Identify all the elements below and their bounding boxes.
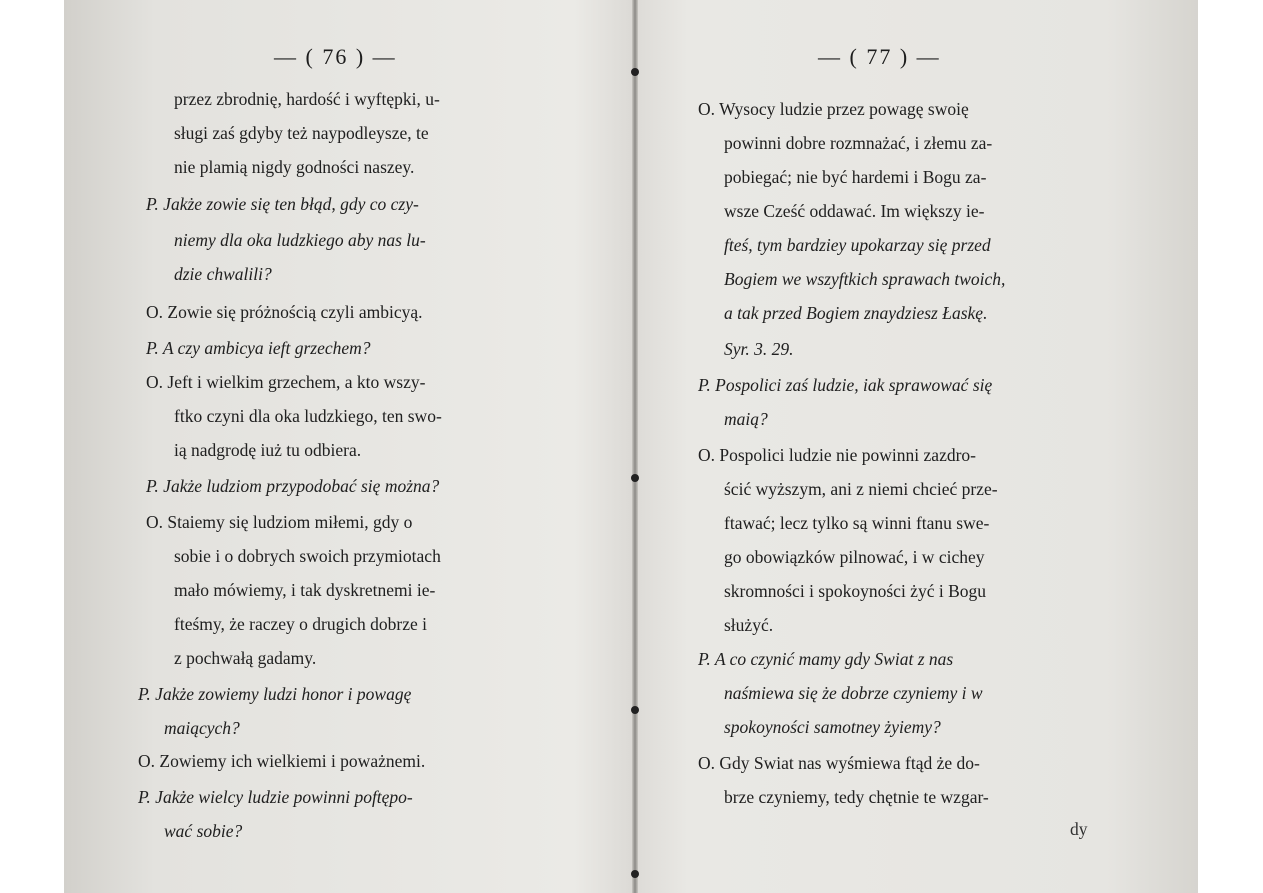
text-line: przez zbrodnię, hardość i wyftępki, u- <box>174 89 440 109</box>
answer-line: O. Wysocy ludzie przez powagę swoię <box>698 99 969 119</box>
answer-line: O. Staiemy się ludziom miłemi, gdy o <box>146 512 413 532</box>
answer-line: wsze Cześć oddawać. Im większy ie- <box>724 201 985 221</box>
quote-line: fteś, tym bardziey upokarzay się przed <box>724 235 991 255</box>
question-line: P. Jakże wielcy ludzie powinni poftępo- <box>138 787 413 807</box>
text-line: nie plamią nigdy godności naszey. <box>174 157 415 177</box>
answer-line: O. Zowie się próżnością czyli ambicyą. <box>146 302 423 322</box>
citation-line: Syr. 3. 29. <box>724 339 794 359</box>
answer-line: sobie i o dobrych swoich przymiotach <box>174 546 441 566</box>
text-line: sługi zaś gdyby też naypodleysze, te <box>174 123 429 143</box>
question-line: maią? <box>724 409 768 429</box>
question-line: P. A czy ambicya ieft grzechem? <box>146 338 371 358</box>
left-page <box>64 0 636 893</box>
answer-line: skromności i spokoyności żyć i Bogu <box>724 581 986 601</box>
answer-line: służyć. <box>724 615 774 635</box>
answer-line: O. Gdy Swiat nas wyśmiewa ftąd że do- <box>698 753 980 773</box>
answer-line: powinni dobre rozmnażać, i złemu za- <box>724 133 993 153</box>
answer-line: go obowiązków pilnować, i w cichey <box>724 547 985 567</box>
question-line: P. Jakże ludziom przypodobać się można? <box>146 476 440 496</box>
question-line: dzie chwalili? <box>174 264 272 284</box>
answer-line: ścić wyższym, ani z niemi chcieć prze- <box>724 479 998 499</box>
question-line: spokoyności samotney żyiemy? <box>724 717 941 737</box>
page-number: — ( 77 ) — <box>818 44 941 69</box>
answer-line: fteśmy, że raczey o drugich dobrze i <box>174 614 427 634</box>
answer-line: pobiegać; nie być hardemi i Bogu za- <box>724 167 987 187</box>
answer-line: O. Pospolici ludzie nie powinni zazdro- <box>698 445 976 465</box>
answer-line: O. Jeft i wielkim grzechem, a kto wszy- <box>146 372 426 392</box>
question-line: P. A co czynić mamy gdy Swiat z nas <box>698 649 954 669</box>
question-line: wać sobie? <box>164 821 243 841</box>
answer-line: mało mówiemy, i tak dyskretnemi ie- <box>174 580 436 600</box>
answer-line: O. Zowiemy ich wielkiemi i poważnemi. <box>138 751 426 771</box>
catchword: dy <box>1070 819 1088 839</box>
answer-line: z pochwałą gadamy. <box>174 648 317 668</box>
right-page <box>640 0 1198 893</box>
page-number: — ( 76 ) — <box>274 44 397 69</box>
answer-line: ftko czyni dla oka ludzkiego, ten swo- <box>174 406 442 426</box>
question-line: naśmiewa się że dobrze czyniemy i w <box>724 683 983 703</box>
answer-line: ftawać; lecz tylko są winni ftanu swe- <box>724 513 990 533</box>
question-line: P. Pospolici zaś ludzie, iak sprawować się <box>698 375 993 395</box>
quote-line: a tak przed Bogiem znaydziesz Łaskę. <box>724 303 988 323</box>
question-line: niemy dla oka ludzkiego aby nas lu- <box>174 230 426 250</box>
question-line: maiących? <box>164 718 240 738</box>
answer-line: ią nadgrodę iuż tu odbiera. <box>174 440 362 460</box>
question-line: P. Jakże zowiemy ludzi honor i powagę <box>138 684 412 704</box>
quote-line: Bogiem we wszyftkich sprawach twoich, <box>724 269 1006 289</box>
question-line: P. Jakże zowie się ten błąd, gdy co czy- <box>146 194 419 214</box>
answer-line: brze czyniemy, tedy chętnie te wzgar- <box>724 787 989 807</box>
